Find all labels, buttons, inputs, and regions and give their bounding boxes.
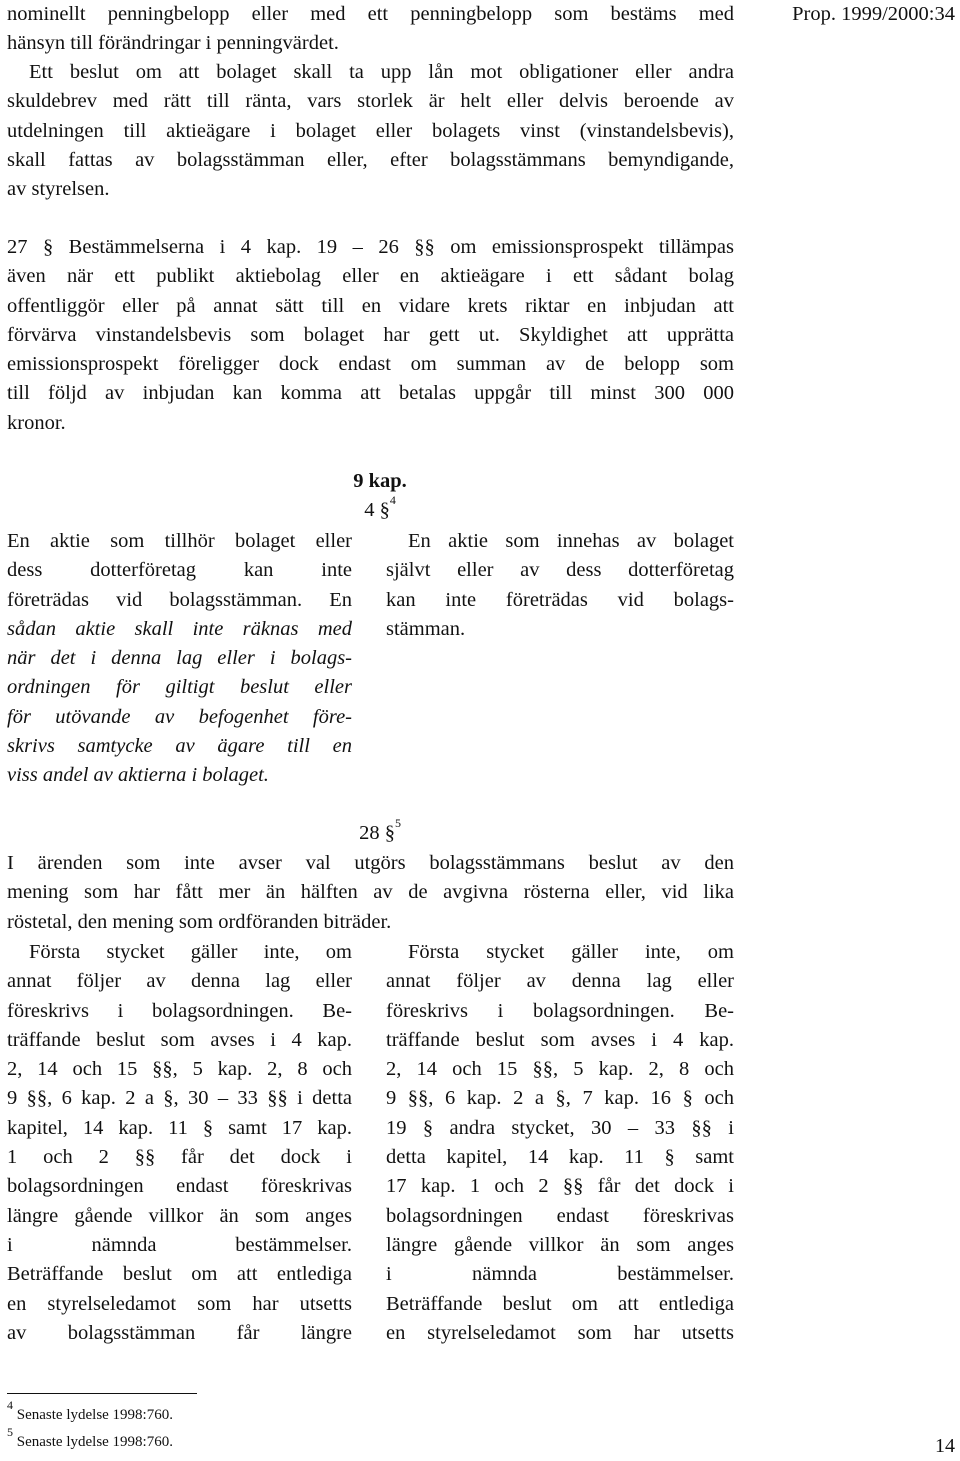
text-line: utdelningen till aktieägare i bolaget eller bolagets vinst (vinstandelsbevis), <box>7 119 734 142</box>
text-line: Beträffande beslut om att entlediga <box>386 1292 734 1315</box>
footnote <box>7 1398 407 1425</box>
text-line: förvärva vinstandelsbevis som bolaget har gett ut. Skyldighet att upprätta <box>7 323 734 346</box>
text-line: Första stycket gäller inte, om <box>29 941 352 963</box>
text-line: sådan aktie skall inte räknas med <box>7 617 352 640</box>
text-line: längre gående villkor än som anges <box>386 1233 734 1256</box>
text-line: längre gående villkor än som anges <box>7 1204 352 1227</box>
text-line: skall fattas av bolagsstämman eller, efter bolagsstämmans bemyndigande, <box>7 148 734 171</box>
footnote-number: 5 <box>7 1425 13 1439</box>
text-line: detta kapitel, 14 kap. 11 § samt <box>386 1146 734 1169</box>
text-line: av styrelsen. <box>7 178 110 201</box>
section-4-left-column <box>7 527 352 791</box>
text-line: 17 kap. 1 och 2 §§ får det dock i <box>386 1175 734 1198</box>
text-line: nominellt penningbelopp eller med ett penningbelopp som bestäms med <box>7 3 734 25</box>
text-line: mening som har fått mer än hälften av de avgivna rösterna eller, vid lika <box>7 881 734 904</box>
section-number: 4 § <box>364 499 390 521</box>
text-line: Ett beslut om att bolaget skall ta upp lån mot obligationer eller andra <box>29 61 734 83</box>
section-28-paragraph <box>7 849 734 937</box>
text-line: I ärenden som inte avser val utgörs bolagsstämmans beslut av den <box>7 852 734 874</box>
text-line: träffande beslut som avses i 4 kap. <box>386 1028 734 1051</box>
text-line: dess dotterföretag kan inte <box>7 559 352 582</box>
section-4-label <box>320 493 440 525</box>
text-line: bolagsordningen endast föreskrivas <box>386 1204 734 1227</box>
text-line: en styrelseledamot som har utsetts <box>7 1292 352 1315</box>
text-line: 2, 14 och 15 §§, 5 kap. 2, 8 och <box>386 1058 734 1081</box>
section-4-right-column <box>386 527 734 644</box>
text-line: träffande beslut som avses i 4 kap. <box>7 1028 352 1051</box>
text-line: för utövande av befogenhet före- <box>7 705 352 728</box>
chapter-heading: 9 kap. <box>353 470 407 492</box>
paragraph-vinstandelsbevis <box>7 58 734 204</box>
text-line: emissionsprospekt föreligger dock endast om summan av de belopp som <box>7 353 734 376</box>
text-line: även när ett publikt aktiebolag eller en aktieägare i ett sådant bolag <box>7 265 734 288</box>
section-number: 28 § <box>359 822 395 844</box>
text-line: självt eller av dess dotterföretag <box>386 559 734 582</box>
text-line: skuldebrev med rätt till ränta, vars storlek är helt eller delvis beroende av <box>7 90 734 113</box>
text-line: ordningen för giltigt beslut eller <box>7 676 352 699</box>
text-line: 19 § andra stycket, 30 – 33 §§ i <box>386 1116 734 1139</box>
text-line: annat följer av denna lag eller <box>386 970 734 993</box>
text-line: skrivs samtycke av ägare till en <box>7 735 352 758</box>
text-line: 9 §§, 6 kap. 2 a §, 7 kap. 16 § och <box>386 1087 734 1110</box>
section-28-right-column <box>386 938 734 1348</box>
text-line: En aktie som innehas av bolaget <box>408 530 734 552</box>
text-line: röstetal, den mening som ordföranden biträder. <box>7 910 392 933</box>
top-paragraph <box>7 0 734 59</box>
text-line: 2, 14 och 15 §§, 5 kap. 2, 8 och <box>7 1058 352 1081</box>
text-line: 1 och 2 §§ får det dock i <box>7 1146 352 1169</box>
footnote <box>7 1425 407 1452</box>
section-27 <box>7 233 734 438</box>
text-line: stämman. <box>386 617 466 640</box>
text-line: hänsyn till förändringar i penningvärdet. <box>7 32 339 55</box>
text-line: en styrelseledamot som har utsetts <box>386 1321 734 1344</box>
prop-label: Prop. 1999/2000:34 <box>792 3 955 25</box>
footnote-text: Senaste lydelse 1998:760. <box>16 1407 173 1423</box>
text-line: föreskrivs i bolagsordningen. Be- <box>386 999 734 1022</box>
footnote-number: 4 <box>7 1398 13 1412</box>
section-28-label <box>320 816 440 848</box>
text-line: Första stycket gäller inte, om <box>408 941 734 963</box>
text-line: till följd av inbjudan kan komma att betalas uppgår till minst 300 000 <box>7 382 734 405</box>
footnote-ref: 5 <box>394 816 401 831</box>
page-number: 14 <box>935 1435 955 1457</box>
text-line: annat följer av denna lag eller <box>7 970 352 993</box>
text-line: kronor. <box>7 411 66 434</box>
text-line: företrädas vid bolagsstämman. En <box>7 588 352 611</box>
text-line: bolagsordningen endast föreskrivas <box>7 1175 352 1198</box>
text-line: av bolagsstämman får längre <box>7 1321 352 1344</box>
text-line: i nämnda bestämmelser. <box>386 1263 734 1286</box>
section-28-left-column <box>7 938 352 1348</box>
text-line: En aktie som tillhör bolaget eller <box>7 530 352 552</box>
text-line: 27 § Bestämmelserna i 4 kap. 19 – 26 §§ om emissionsprospekt tillämpas <box>7 236 734 258</box>
text-line: offentliggör eller på annat sätt till en vidare krets riktar en inbjudan att <box>7 294 734 317</box>
footnote-divider <box>7 1393 197 1394</box>
text-line: 9 §§, 6 kap. 2 a §, 30 – 33 §§ i detta <box>7 1087 352 1110</box>
text-line: Beträffande beslut om att entlediga <box>7 1263 352 1286</box>
footnote-text: Senaste lydelse 1998:760. <box>16 1434 173 1450</box>
text-line: kapitel, 14 kap. 11 § samt 17 kap. <box>7 1116 352 1139</box>
text-line: viss andel av aktierna i bolaget. <box>7 764 269 787</box>
text-line: när det i denna lag eller i bolags- <box>7 647 352 670</box>
text-line: föreskrivs i bolagsordningen. Be- <box>7 999 352 1022</box>
text-line: kan inte företrädas vid bolags- <box>386 588 734 611</box>
footnote-ref: 4 <box>389 493 396 508</box>
text-line: i nämnda bestämmelser. <box>7 1233 352 1256</box>
